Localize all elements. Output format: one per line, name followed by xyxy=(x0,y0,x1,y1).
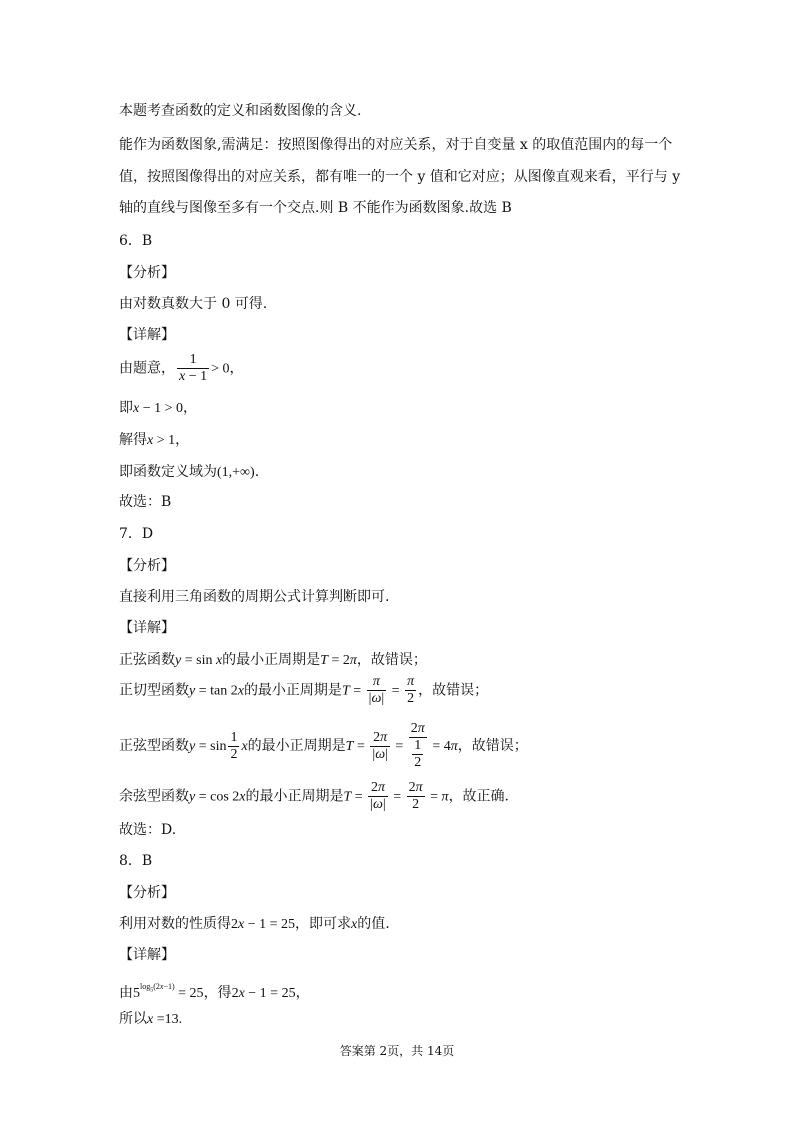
q8-analysis-label: 【分析】 xyxy=(119,885,175,901)
q6-analysis: 由对数真数大于 0 可得. xyxy=(119,296,268,312)
q7-conclusion: 故选：D. xyxy=(119,822,177,838)
page-footer: 答案第 2页，共 14页 xyxy=(339,1044,455,1058)
q7-row-1: 正弦函数y = sin x的最小正周期是T = 2π，故错误； xyxy=(119,652,427,668)
fraction: $\frac{1}{x - 1}$ xyxy=(179,352,208,384)
q8-step-1: 由$5^{log_5(2x-1)} = 25$，得2x − 1 = 25， xyxy=(119,982,310,1001)
text-line: 本题考查函数的定义和函数图像的含义. xyxy=(119,103,362,119)
q6-heading: 6．B xyxy=(119,233,153,249)
q6-detail-label: 【详解】 xyxy=(119,327,175,343)
text-line: 轴的直线与图像至多有一个交点.则 B 不能作为函数图象.故选 B xyxy=(119,200,512,216)
q7-row-3: 正弦型函数y = sin $\frac{1}{2}$ x的最小正周期是T = $\frac{2\pi}{|\omega|}$ = $\frac{2\pi}{\frac{1}{2}}$ = 4π，故错误； xyxy=(119,721,528,770)
q8-heading: 8．B xyxy=(119,853,153,869)
q6-step-1: 由题意， $\frac{1}{x - 1}$ > 0， xyxy=(119,352,244,384)
q8-analysis: 利用对数的性质得2x − 1 = 25，即可求x的值. xyxy=(119,916,390,932)
text-line: 能作为函数图象,需满足：按照图像得出的对应关系，对于自变量 x 的取值范围内的每一个 xyxy=(119,137,673,153)
q7-analysis-label: 【分析】 xyxy=(119,558,175,574)
q6-step-4: 即函数定义域为(1,+∞). xyxy=(119,464,260,480)
q7-detail-label: 【详解】 xyxy=(119,620,175,636)
q6-analysis-label: 【分析】 xyxy=(119,265,175,281)
q8-detail-label: 【详解】 xyxy=(119,947,175,963)
q7-heading: 7．D xyxy=(119,526,154,542)
q7-row-2: 正切型函数y = tan 2x的最小正周期是T = $\frac{\pi}{|\omega|}$ = $\frac{\pi}{2}$ ，故错误； xyxy=(119,674,489,706)
text-line: 值，按照图像得出的对应关系，都有唯一的一个 y 值和它对应；从图像直观来看，平行与 y xyxy=(119,169,681,185)
q8-step-2: 所以x =13. xyxy=(119,1011,183,1027)
q6-step-2: 即x − 1 > 0， xyxy=(119,400,198,416)
q6-conclusion: 故选：B xyxy=(119,494,172,510)
q7-row-4: 余弦型函数y = cos 2x的最小正周期是T = $\frac{2\pi}{|\omega|}$ = $\frac{2\pi}{2}$ = π，故正确. xyxy=(119,780,510,812)
q6-step-3: 解得x > 1， xyxy=(119,432,190,448)
q7-analysis: 直接利用三角函数的周期公式计算判断即可. xyxy=(119,589,390,605)
